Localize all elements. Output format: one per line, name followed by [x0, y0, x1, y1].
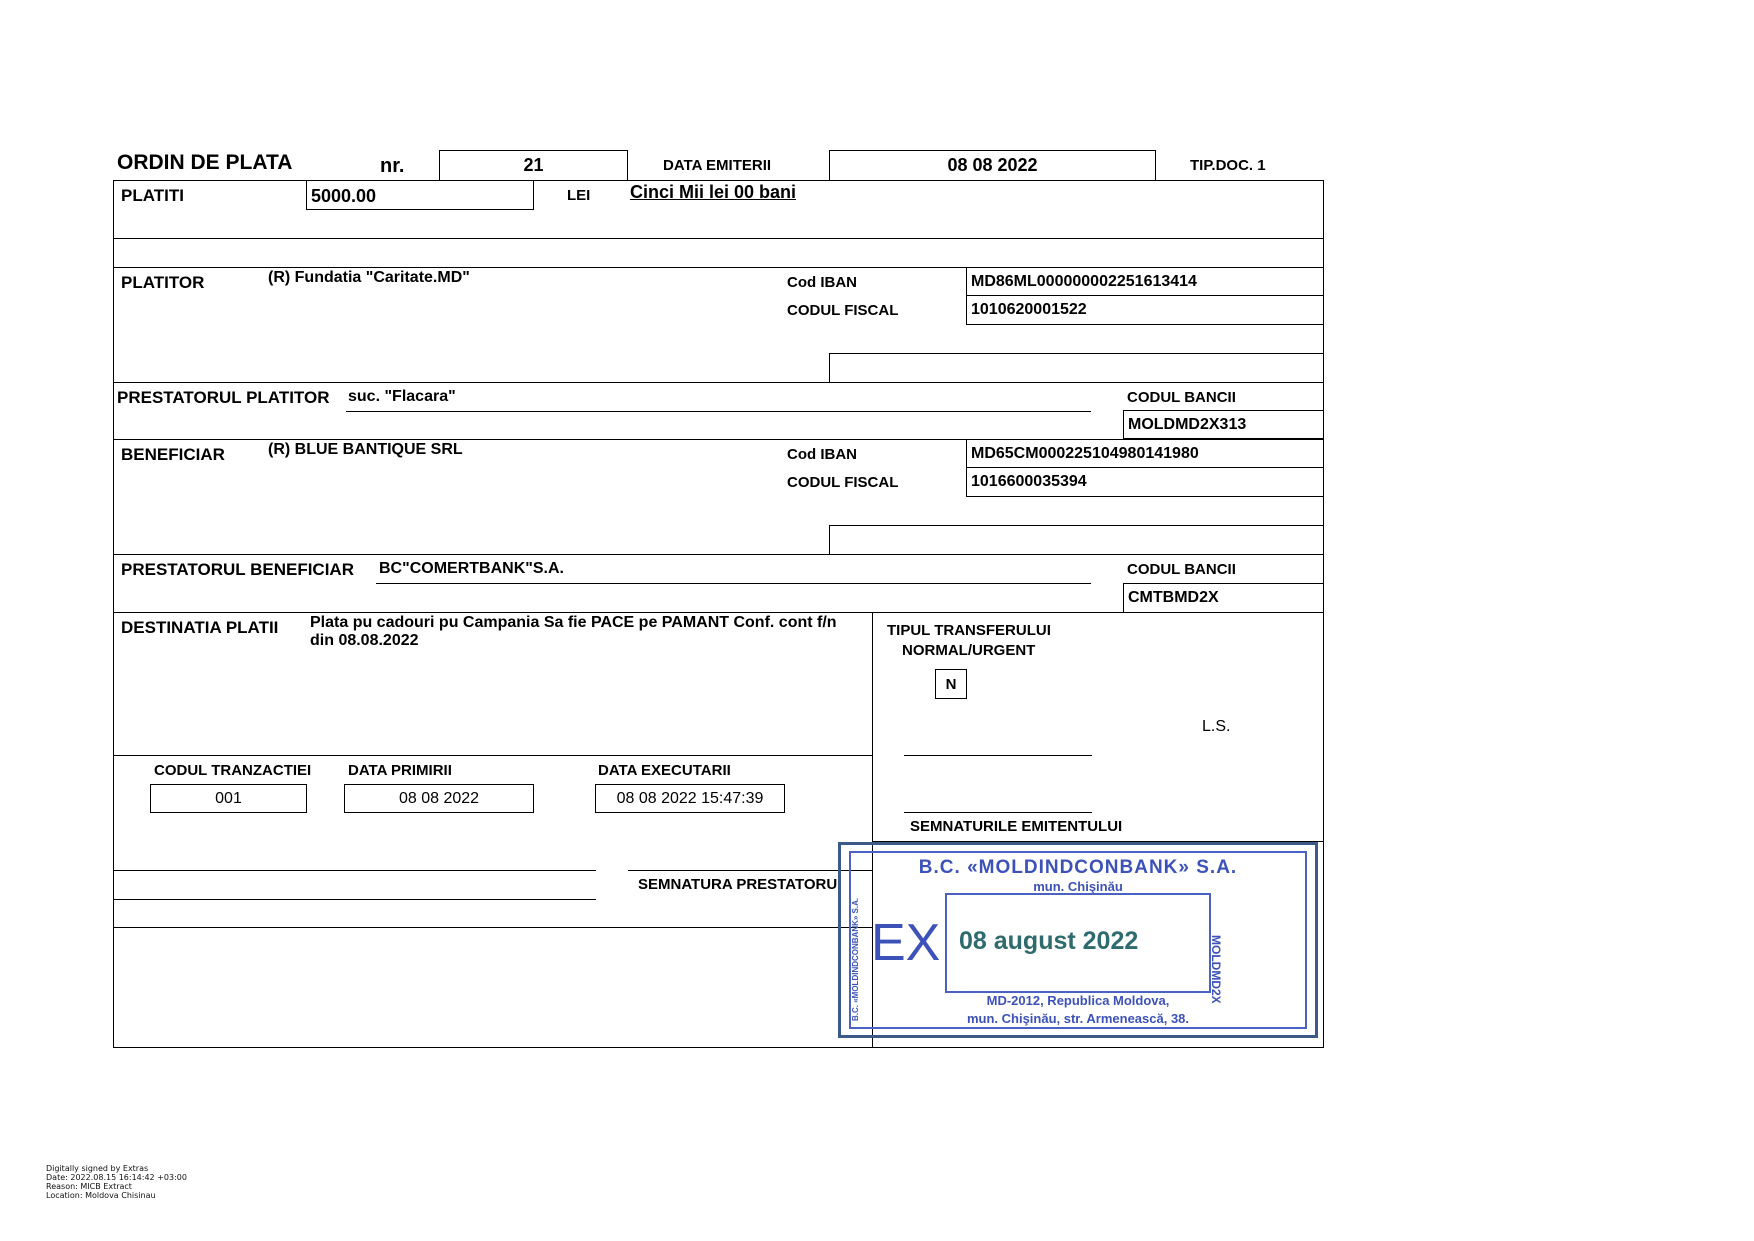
seal-placeholder: L.S. [1202, 718, 1231, 735]
issuer-signatures-label: SEMNATURILE EMITENTULUI [910, 818, 1123, 835]
payer-fiscal-label: CODUL FISCAL [787, 302, 899, 319]
beneficiary-fiscal-box [966, 467, 1324, 497]
currency: LEI [567, 187, 591, 204]
beneficiary-iban: MD65CM000225104980141980 [971, 445, 1199, 462]
payer-bank-underline [346, 411, 1091, 412]
amount: 5000.00 [311, 186, 377, 206]
number-label: nr. [380, 155, 405, 177]
beneficiary-iban-box [966, 439, 1324, 468]
payer-bank-code: MOLDMD2X313 [1128, 416, 1247, 433]
digital-signature-line: Location: Moldova Chisinau [46, 1191, 156, 1200]
document-type: TIP.DOC. 1 [1190, 157, 1266, 174]
destination-label: DESTINATIA PLATII [121, 618, 279, 637]
divider [113, 554, 1324, 555]
payer-iban-box [966, 267, 1324, 296]
amount-box [306, 180, 534, 210]
beneficiary-bank-code-box [1123, 583, 1324, 613]
signature-line [628, 870, 872, 871]
execution-date-label: DATA EXECUTARII [598, 762, 731, 779]
execution-date: 08 08 2022 15:47:39 [595, 784, 785, 813]
beneficiary-bank-code: CMTBMD2X [1128, 589, 1219, 606]
payer-extra-box [829, 353, 1324, 383]
digital-signature-line: Reason: MICB Extract [46, 1182, 132, 1191]
transaction-code: 001 [150, 784, 307, 813]
divider [113, 612, 1324, 613]
payer-name: (R) Fundatia "Caritate.MD" [268, 269, 470, 286]
payer-fiscal-box [966, 295, 1324, 325]
signature-line [904, 812, 1092, 813]
received-date: 08 08 2022 [344, 784, 534, 813]
stamp-ex-mark: EX [871, 914, 941, 972]
issue-date-label: DATA EMITERII [663, 157, 772, 174]
beneficiary-extra-box [829, 525, 1324, 555]
document-number: 21 [439, 150, 628, 181]
beneficiary-bank-name: BC"COMERTBANK"S.A. [379, 560, 564, 577]
bank-stamp [838, 842, 1318, 1038]
digital-signature-line: Digitally signed by Extras [46, 1164, 149, 1173]
stamp-side-code: MOLDMD2X [1209, 935, 1223, 1004]
beneficiary-fiscal-label: CODUL FISCAL [787, 474, 899, 491]
stamp-city: mun. Chişinău [1033, 879, 1123, 894]
signature-line [113, 870, 596, 871]
payer-fiscal: 1010620001522 [971, 301, 1087, 318]
beneficiary-label: BENEFICIAR [121, 445, 225, 464]
transfer-type-value: N [935, 669, 967, 699]
digital-signature-line: Date: 2022.08.15 16:14:42 +03:00 [46, 1173, 187, 1182]
beneficiary-bank-label: PRESTATORUL BENEFICIAR [121, 560, 354, 579]
divider [113, 238, 1324, 239]
divider [113, 927, 872, 928]
beneficiary-iban-label: Cod IBAN [787, 446, 857, 463]
destination-line-1: Plata pu cadouri pu Campania Sa fie PACE pe PAMANT Conf. cont f/n [310, 614, 837, 631]
transaction-code-label: CODUL TRANZACTIEI [154, 762, 312, 779]
issue-date: 08 08 2022 [829, 150, 1156, 181]
payer-label: PLATITOR [121, 273, 205, 292]
beneficiary-bank-underline [376, 583, 1091, 584]
divider [113, 382, 1324, 383]
stamp-bank-name: B.C. «MOLDINDCONBANK» S.A. [918, 857, 1238, 878]
provider-signature-label: SEMNATURA PRESTATORU [638, 876, 838, 893]
received-date-label: DATA PRIMIRII [348, 762, 452, 779]
divider [113, 755, 872, 756]
beneficiary-fiscal: 1016600035394 [971, 473, 1087, 490]
transfer-mode-label: NORMAL/URGENT [902, 642, 1036, 659]
destination-line-2: din 08.08.2022 [310, 632, 419, 649]
transfer-type-label: TIPUL TRANSFERULUI [887, 622, 1051, 639]
stamp-address-line-1: MD-2012, Republica Moldova, [986, 993, 1170, 1008]
payer-bank-name: suc. "Flacara" [348, 388, 456, 405]
payer-bank-code-box [1123, 410, 1324, 439]
signature-line [904, 755, 1092, 756]
stamp-side-bank-name: B.C. «MOLDINDCONBANK» S.A. [851, 897, 860, 1021]
pay-label: PLATITI [121, 186, 184, 205]
signature-line [113, 899, 596, 900]
payer-bank-code-label: CODUL BANCII [1127, 389, 1236, 406]
payer-iban: MD86ML000000002251613414 [971, 273, 1197, 290]
payer-iban-label: Cod IBAN [787, 274, 857, 291]
document-title: ORDIN DE PLATA [117, 151, 293, 174]
payer-bank-label: PRESTATORUL PLATITOR [117, 388, 330, 407]
beneficiary-name: (R) BLUE BANTIQUE SRL [268, 441, 463, 458]
amount-in-words: Cinci Mii lei 00 bani [630, 182, 797, 202]
digital-signature-block [46, 1164, 187, 1200]
beneficiary-bank-code-label: CODUL BANCII [1127, 561, 1236, 578]
stamp-address-line-2: mun. Chişinău, str. Armenească, 38. [966, 1011, 1190, 1026]
stamp-date: 08 august 2022 [959, 927, 1139, 955]
